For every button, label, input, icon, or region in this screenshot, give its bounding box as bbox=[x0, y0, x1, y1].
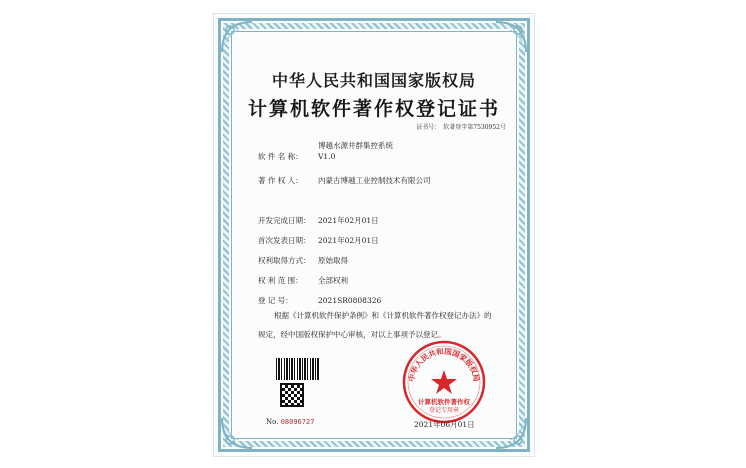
field-label: 登 记 号： bbox=[258, 296, 293, 305]
serial-prefix: No. bbox=[266, 418, 279, 426]
certificate-number bbox=[416, 122, 506, 131]
seal-arc-text: 中华人民共和国国家版权局 bbox=[406, 346, 482, 383]
copyright-certificate bbox=[214, 14, 534, 456]
software-version: V1.0 bbox=[318, 152, 336, 161]
field-completion-date bbox=[258, 215, 379, 226]
corner-ornament-icon bbox=[494, 416, 528, 450]
certificate-number-value: 软著登字第7530952号 bbox=[443, 124, 506, 131]
corner-ornament-icon bbox=[220, 416, 254, 450]
field-rights-scope bbox=[258, 275, 348, 286]
field-label: 著 作 权 人： bbox=[258, 176, 303, 185]
statement-line: 规定，经中国版权保护中心审核，对以上事项予以登记。 bbox=[258, 330, 446, 339]
field-value: 2021年02月01日 bbox=[318, 236, 379, 245]
field-label: 权 利 范 围： bbox=[258, 276, 303, 285]
statement-line: 根据《计算机软件保护条例》和《计算机软件著作权登记办法》的 bbox=[274, 311, 492, 320]
issue-date: 2021年06月01日 bbox=[414, 420, 475, 429]
field-value: 2021SR0808326 bbox=[318, 296, 382, 305]
field-value: 全部权利 bbox=[318, 276, 348, 285]
field-acquisition-method bbox=[258, 255, 348, 266]
field-label: 软 件 名 称： bbox=[258, 152, 303, 161]
corner-ornament-icon bbox=[220, 20, 254, 54]
software-name: 博越水源井群集控系统 bbox=[318, 141, 393, 150]
field-software-name bbox=[258, 140, 393, 162]
corner-ornament-icon bbox=[494, 20, 528, 54]
field-value bbox=[318, 140, 393, 162]
certificate-title: 计算机软件著作权登记证书 bbox=[247, 98, 500, 120]
field-value: 原始取得 bbox=[318, 256, 348, 265]
field-copyright-owner bbox=[258, 175, 431, 186]
serial-value: 08096727 bbox=[280, 418, 315, 426]
field-value: 2021年02月01日 bbox=[318, 216, 379, 225]
field-value: 内蒙古博越工业控制技术有限公司 bbox=[318, 176, 431, 185]
official-seal-icon bbox=[400, 338, 488, 426]
seal-text-line2: 登记专用章 bbox=[428, 407, 460, 414]
issuer-title: 中华人民共和国国家版权局 bbox=[271, 71, 476, 90]
serial-number bbox=[266, 418, 314, 426]
field-label: 开发完成日期： bbox=[258, 216, 311, 225]
seal-text-line1: 计算机软件著作权 bbox=[418, 398, 470, 406]
field-label: 首次发表日期： bbox=[258, 236, 311, 245]
qr-code bbox=[280, 383, 304, 407]
barcode bbox=[276, 358, 320, 380]
field-label: 权利取得方式： bbox=[258, 256, 311, 265]
certificate-number-label: 证书号： bbox=[416, 124, 441, 131]
field-publication-date bbox=[258, 235, 379, 246]
field-registration-number bbox=[258, 295, 381, 306]
